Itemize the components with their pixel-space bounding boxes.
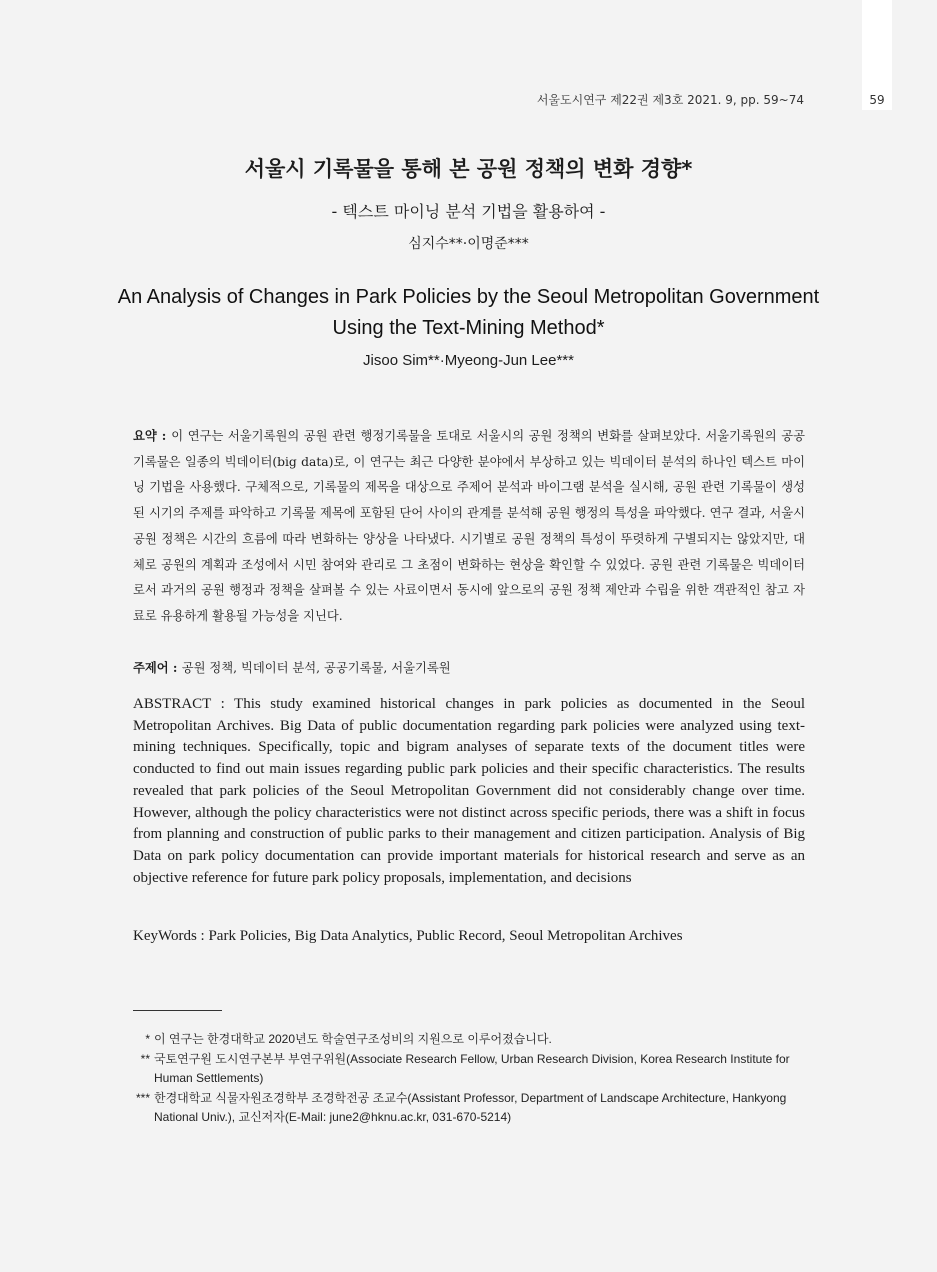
footnote (133, 1030, 805, 1050)
korean-abstract (133, 423, 805, 630)
korean-abstract-text: 이 연구는 서울기록원의 공원 관련 행정기록물을 토대로 서울시의 공원 정책의 변화를 살펴보았다. 서울기록원의 공공기록물은 일종의 빅데이터(big data)로, 이 연구는 최근 다양한 분야에서 부상하고 있는 빅데이터 분석의 하나인 텍스트 마이닝 기법을 사용했다. 구체적으로, 기록물의 제목을 대상으로 주제어 분석과 바이그램 분석을 실시해, 공원 관련 기록물이 생성된 시기의 주제를 파악하고 기록물 제목에 포함된 단어 사이의 관계를 분석해 공원 행정의 특성을 파악했다. 연구 결과, 서울시 공원 정책은 시간의 흐름에 따라 변화하는 양상을 나타냈다. 시기별로 공원 정책의 특성이 뚜렷하게 구별되지는 않았지만, 대체로 공원의 계획과 조성에서 시민 참여와 관리로 그 초점이 변화하는 현상을 확인할 수 있었다. 공원 관련 기록물은 빅데이터로서 과거의 공원 행정과 정책을 살펴볼 수 있는 사료이면서 동시에 앞으로의 공원 정책 제안과 수립을 위한 객관적인 참고 자료로 유용하게 활용될 가능성을 지닌다. (133, 429, 805, 623)
korean-keywords-label: 주제어 : (133, 660, 182, 675)
footnote-divider (133, 1010, 222, 1011)
footnotes (133, 1030, 805, 1128)
footnote (133, 1089, 805, 1128)
english-keywords-label: KeyWords : (133, 928, 209, 944)
korean-keywords-text: 공원 정책, 빅데이터 분석, 공공기록물, 서울기록원 (181, 661, 451, 675)
footnote-text: 이 연구는 한경대학교 2020년도 학술연구조성비의 지원으로 이루어졌습니다. (154, 1032, 552, 1046)
korean-title: 서울시 기록물을 통해 본 공원 정책의 변화 경향* (244, 157, 693, 181)
korean-keywords (133, 657, 805, 679)
english-keywords (133, 925, 805, 947)
english-authors: Jisoo Sim**·Myeong-Jun Lee*** (363, 352, 574, 369)
english-abstract (133, 694, 805, 889)
footnote (133, 1050, 805, 1089)
korean-authors: 심지수**·이명준*** (408, 236, 529, 252)
footnote-text: 국토연구원 도시연구본부 부연구위원(Associate Research Fellow, Urban Research Division, Korea Research Institute for Human Settlements) (154, 1051, 790, 1085)
english-title: An Analysis of Changes in Park Policies by the Seoul Metropolitan Government Using the Text-Mining Method* (117, 286, 820, 339)
footnote-mark: *** (135, 1090, 150, 1105)
footnote-text: 한경대학교 식물자원조경학부 조경학전공 조교수(Assistant Professor, Department of Landscape Architecture, Hankyong National Univ.), 교신저자(E-Mail: june2@hknu.ac.kr, 031-670-5214) (154, 1090, 787, 1124)
footnote-mark: ** (140, 1051, 150, 1066)
footnote-mark: * (145, 1032, 150, 1046)
english-keywords-text: Park Policies, Big Data Analytics, Public Record, Seoul Metropolitan Archives (208, 928, 683, 944)
english-abstract-text: This study examined historical changes in park policies as documented in the Seoul Metropolitan Archives. Big Data of public documentation regarding park policies were analyzed using text-mining techniques. Specifically, topic and bigram analyses of separate texts of the document titles were conducted to find out main issues regarding public park policies and their specific characteristics. The results revealed that park policies of the Seoul Metropolitan Government did not considerably change over time. However, although the policy characteristics were not distinct across specific periods, there was a shift in focus from planning and construction of public parks to their management and citizen participation. Analysis of Big Data on park policy documentation can provide important materials for historical research and serve as an objective reference for future park policy proposals, implementation, and decisions (133, 696, 805, 886)
korean-abstract-label: 요약 : (133, 428, 172, 443)
page-number: 59 (869, 93, 885, 107)
english-abstract-label: ABSTRACT : (133, 696, 235, 712)
korean-subtitle: - 텍스트 마이닝 분석 기법을 활용하여 - (331, 202, 606, 221)
journal-citation: 서울도시연구 제22권 제3호 2021. 9, pp. 59~74 (536, 93, 804, 107)
